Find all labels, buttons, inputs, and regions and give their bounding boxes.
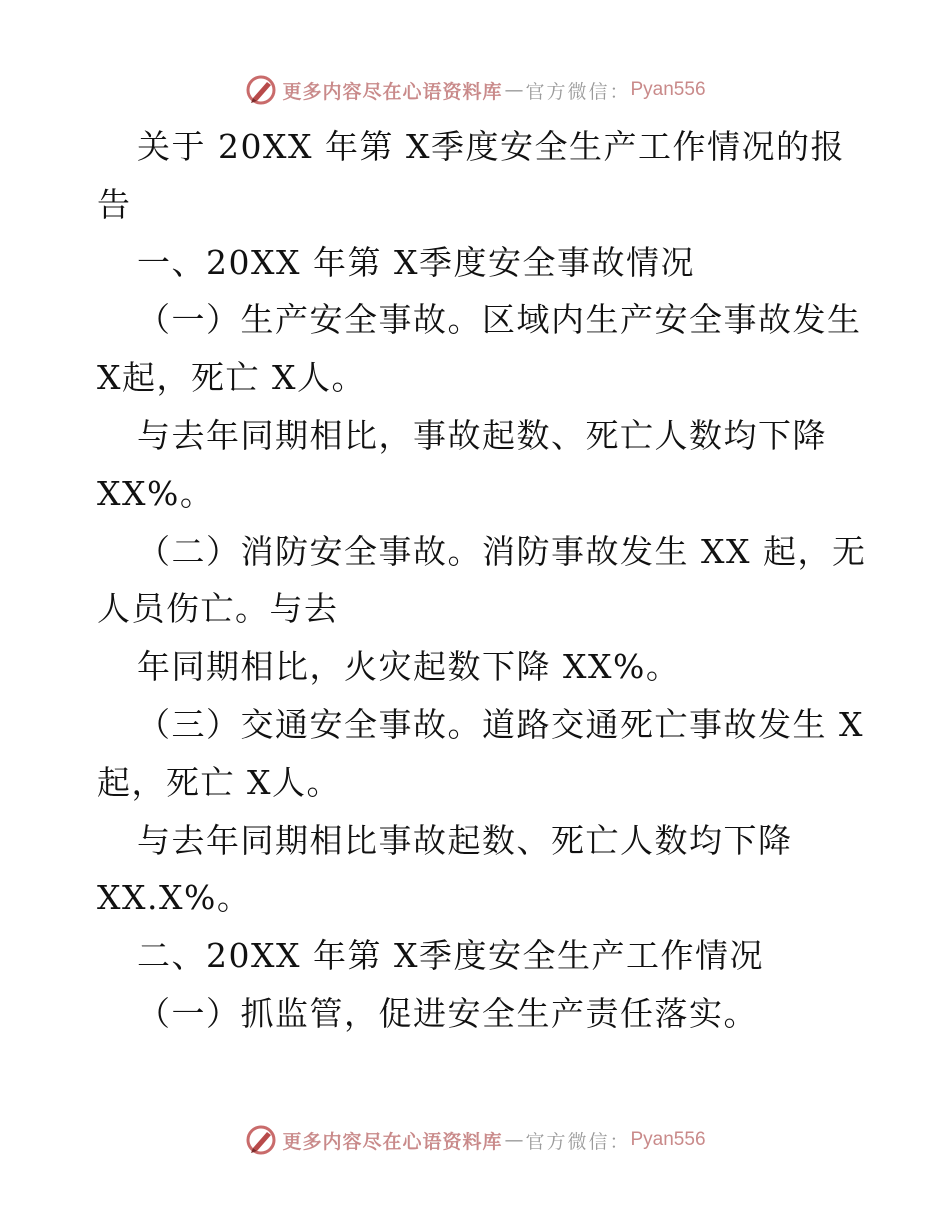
paragraph-line: 年同期相比，火灾起数下降 XX%。 — [137, 647, 681, 687]
section-heading-2: 二、20XX 年第 X季度安全生产工作情况 — [137, 936, 764, 976]
banner-main-text: 更多内容尽在心语资料库 — [282, 1130, 503, 1153]
banner-wechat-label: 官方微信： — [525, 80, 631, 103]
section-heading-1: 一、20XX 年第 X季度安全事故情况 — [137, 242, 695, 282]
paragraph-line: XX.X%。 — [97, 878, 252, 918]
header-watermark — [0, 70, 950, 110]
paragraph-line: 与去年同期相比事故起数、死亡人数均下降 — [137, 820, 793, 860]
pen-logo-icon — [244, 1123, 278, 1157]
paragraph-line: 起，死亡 X人。 — [97, 762, 341, 802]
banner-dash: — — [504, 79, 524, 101]
paragraph-line: 与去年同期相比，事故起数、死亡人数均下降 — [137, 415, 827, 455]
doc-title-line-2: 告 — [97, 184, 132, 224]
paragraph-line: （三）交通安全事故。道路交通死亡事故发生 X — [137, 704, 864, 744]
pen-logo-icon — [244, 73, 278, 107]
banner-wechat-id: Pyan556 — [630, 79, 706, 100]
paragraph-line: XX%。 — [97, 473, 215, 513]
paragraph-line: （二）消防安全事故。消防事故发生 XX 起，无 — [137, 531, 867, 571]
paragraph-line: 人员伤亡。与去 — [97, 589, 339, 629]
paragraph-line: （一）抓监管，促进安全生产责任落实。 — [137, 993, 758, 1033]
banner-dash: — — [504, 1129, 524, 1151]
paragraph-line: （一）生产安全事故。区域内生产安全事故发生 — [137, 300, 862, 340]
document-body — [97, 118, 867, 1043]
paragraph-line: X起，死亡 X人。 — [97, 358, 366, 398]
footer-watermark — [0, 1120, 950, 1160]
banner-wechat-id: Pyan556 — [630, 1129, 706, 1150]
doc-title-line-1: 关于 20XX 年第 X季度安全生产工作情况的报 — [137, 127, 845, 166]
banner-wechat-label: 官方微信： — [525, 1130, 631, 1153]
banner-main-text: 更多内容尽在心语资料库 — [282, 80, 503, 103]
